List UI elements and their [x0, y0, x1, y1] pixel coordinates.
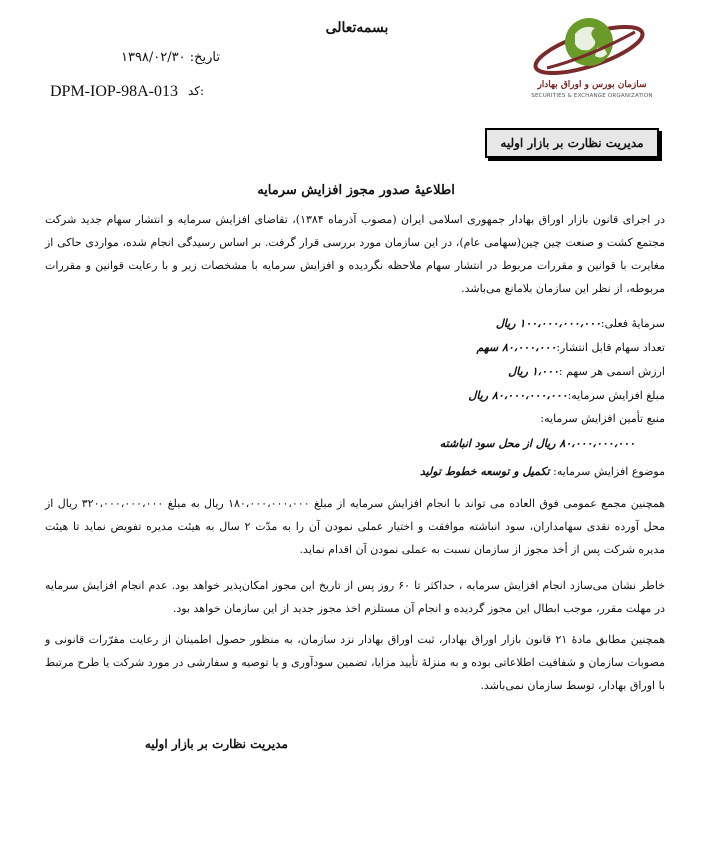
code-label: کد: [188, 84, 205, 98]
paragraph-disclaimer: همچنین مطابق مادهٔ ۲۱ قانون بازار اوراق بهادار، ثبت اوراق بهادار نزد سازمان، به منظور حصول اطمینان از رعایت مقرّرات قانونی و مصوبات سازمان و شفافیت اطلاعاتی بوده و به منزلهٔ تأیید مزایا، تضمین سودآوری و یا توصیه و سفارشی در مورد شرکت یا طرح مرتبط با اوراق بهادار، توسط سازمان نمی‌باشد. [45, 633, 665, 692]
nominal-value-row [100, 360, 665, 384]
increase-label: مبلغ افزایش سرمایه: [567, 389, 665, 402]
subject-row [100, 460, 665, 484]
source-label: منبع تأمین افزایش سرمایه: [540, 412, 665, 425]
source-value: ۸۰،۰۰۰،۰۰۰،۰۰۰ ریال از محل سود انباشته [439, 437, 635, 450]
intro-paragraph: در اجرای قانون بازار اوراق بهادار جمهوری اسلامی ایران (مصوب آذرماه ۱۳۸۴)، تقاضای افزایش سرمایه و انتشار سهام جدید شرکت مجتمع کشت و صنعت چین چین(سهامی عام)، در این سازمان مورد بررسی قرار گرفت. بر اساس رسیدگی انجام شده، مواردی حاکی از مغایرت با قوانین و مقررات مربوط در انتشار سهام ملاحظه نگردیده و افزایش سرمایه با مشخصات زیر و با رعایت قوانین و مقررات مربوطه، از نظر این سازمان بلامانع می‌باشد. [45, 213, 665, 295]
subject-label: موضوع افزایش سرمایه: [553, 465, 665, 478]
department-box: مدیریت نظارت بر بازار اولیه [485, 128, 659, 158]
document-title: اطلاعیهٔ صدور مجوز افزایش سرمایه [257, 183, 455, 198]
organization-logo [527, 10, 657, 105]
basmala-heading: بسمه‌تعالی [325, 20, 389, 36]
paragraph-deadline: خاطر نشان می‌سازد انجام افزایش سرمایه ، حداکثر تا ۶۰ روز پس از تاریخ این مجوز امکان‌پذیر خواهد بود. عدم انجام افزایش سرمایه در مهلت مقرر، موجب ابطال این مجوز گردیده و انجام آن مستلزم اخذ مجوز جدید از این سازمان خواهد بود. [45, 579, 665, 615]
code-row [50, 82, 210, 101]
current-capital-row [100, 312, 665, 336]
shares-value: ۸۰،۰۰۰،۰۰۰ سهم [476, 341, 557, 354]
logo-name-fa: سازمان بورس و اوراق بهادار [537, 80, 647, 90]
increase-value: ۸۰،۰۰۰،۰۰۰،۰۰۰ ریال [468, 389, 568, 402]
current-capital-value: ۱۰۰،۰۰۰،۰۰۰،۰۰۰ ریال [495, 317, 601, 330]
date-row [120, 50, 220, 65]
date-label: تاریخ: [189, 50, 220, 65]
signature-department: مدیریت نظارت بر بازار اولیه [144, 737, 288, 751]
nominal-value: ۱،۰۰۰ ریال [508, 365, 559, 378]
current-capital-label: سرمایهٔ فعلی: [600, 317, 665, 330]
nominal-label: ارزش اسمی هر سهم : [558, 365, 665, 378]
increase-amount-row [100, 384, 665, 408]
paragraph-extraordinary-meeting: همچنین مجمع عمومی فوق العاده می تواند با انجام افزایش سرمایه از مبلغ ۱۸۰،۰۰۰،۰۰۰،۰۰۰ ریال به مبلغ ۳۲۰،۰۰۰،۰۰۰،۰۰۰ ریال از محل آورده نقدی سهامداران، سود انباشته موافقت و اختیار عملی نمودن آن را به مدّت ۲ سال به هیئت مدیره تفویض نماید تا هیئت مدیره شرکت پس از أخذ مجوز از سازمان نسبت به عملی نمودن آن اقدام نماید. [45, 497, 665, 556]
subject-value: تکمیل و توسعه خطوط تولید [419, 465, 550, 478]
shares-label: تعداد سهام قابل انتشار: [556, 341, 665, 354]
date-value: ۱۳۹۸/۰۲/۳۰ [120, 50, 186, 65]
logo-name-en: SECURITIES & EXCHANGE ORGANIZATION [531, 93, 653, 99]
document-code: DPM-IOP-98A-013 [50, 83, 178, 100]
shares-row [100, 336, 665, 360]
globe-logo-icon [527, 10, 657, 80]
